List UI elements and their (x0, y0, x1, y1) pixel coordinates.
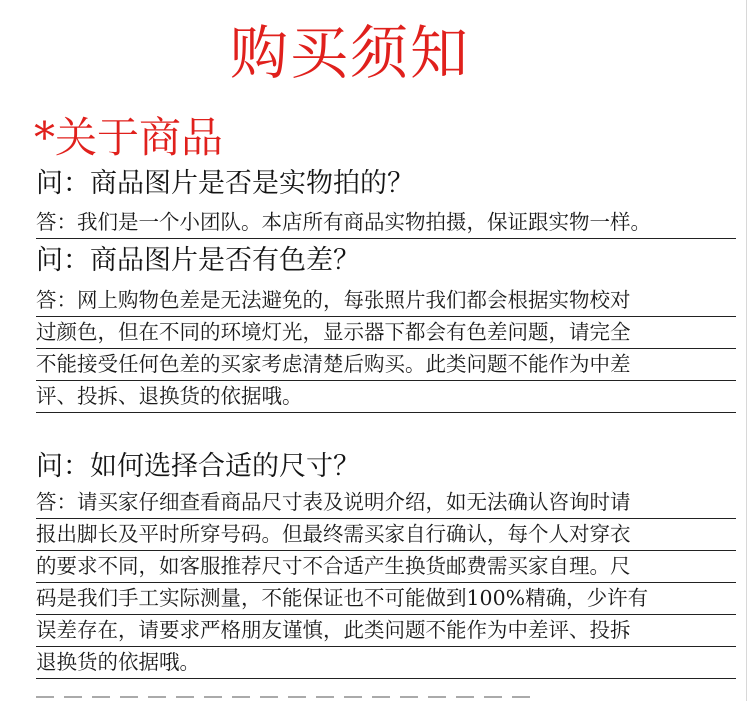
answer-line: 不能接受任何色差的买家考虑清楚后购买。此类问题不能作为中差 (36, 349, 736, 381)
answer-line: 误差存在，请要求严格朋友谨慎，此类问题不能作为中差评、投拆 (36, 615, 736, 647)
answer-line: 答：网上购物色差是无法避免的，每张照片我们都会根据实物校对 (36, 285, 736, 317)
faq-question-2: 问：商品图片是否有色差？ (36, 245, 360, 276)
answer-line: 过颜色，但在不同的环境灯光，显示器下都会有色差问题，请完全 (36, 317, 736, 349)
answer-line: 退换货的依据哦。 (36, 647, 736, 679)
page-edge-rule (746, 0, 747, 701)
faq-question-1: 问：商品图片是否是实物拍的？ (36, 168, 414, 199)
section-heading-about-product: *关于商品 (34, 113, 224, 162)
answer-line: 评、投拆、退换货的依据哦。 (36, 381, 736, 413)
faq-answer-1 (36, 207, 736, 239)
answer-line: 答：我们是一个小团队。本店所有商品实物拍摄，保证跟实物一样。 (36, 207, 736, 239)
faq-answer-2 (36, 285, 736, 413)
cropped-next-line (36, 696, 536, 701)
answer-line: 报出脚长及平时所穿号码。但最终需买家自行确认，每个人对穿衣 (36, 519, 736, 551)
page-title: 购买须知 (229, 19, 470, 87)
faq-question-3: 问：如何选择合适的尺寸？ (36, 451, 360, 482)
faq-answer-3 (36, 487, 736, 679)
answer-line: 码是我们手工实际测量，不能保证也不可能做到100%精确，少许有 (36, 583, 736, 615)
answer-line: 答：请买家仔细查看商品尺寸表及说明介绍，如无法确认咨询时请 (36, 487, 736, 519)
answer-line: 的要求不同，如客服推荐尺寸不合适产生换货邮费需买家自理。尺 (36, 551, 736, 583)
